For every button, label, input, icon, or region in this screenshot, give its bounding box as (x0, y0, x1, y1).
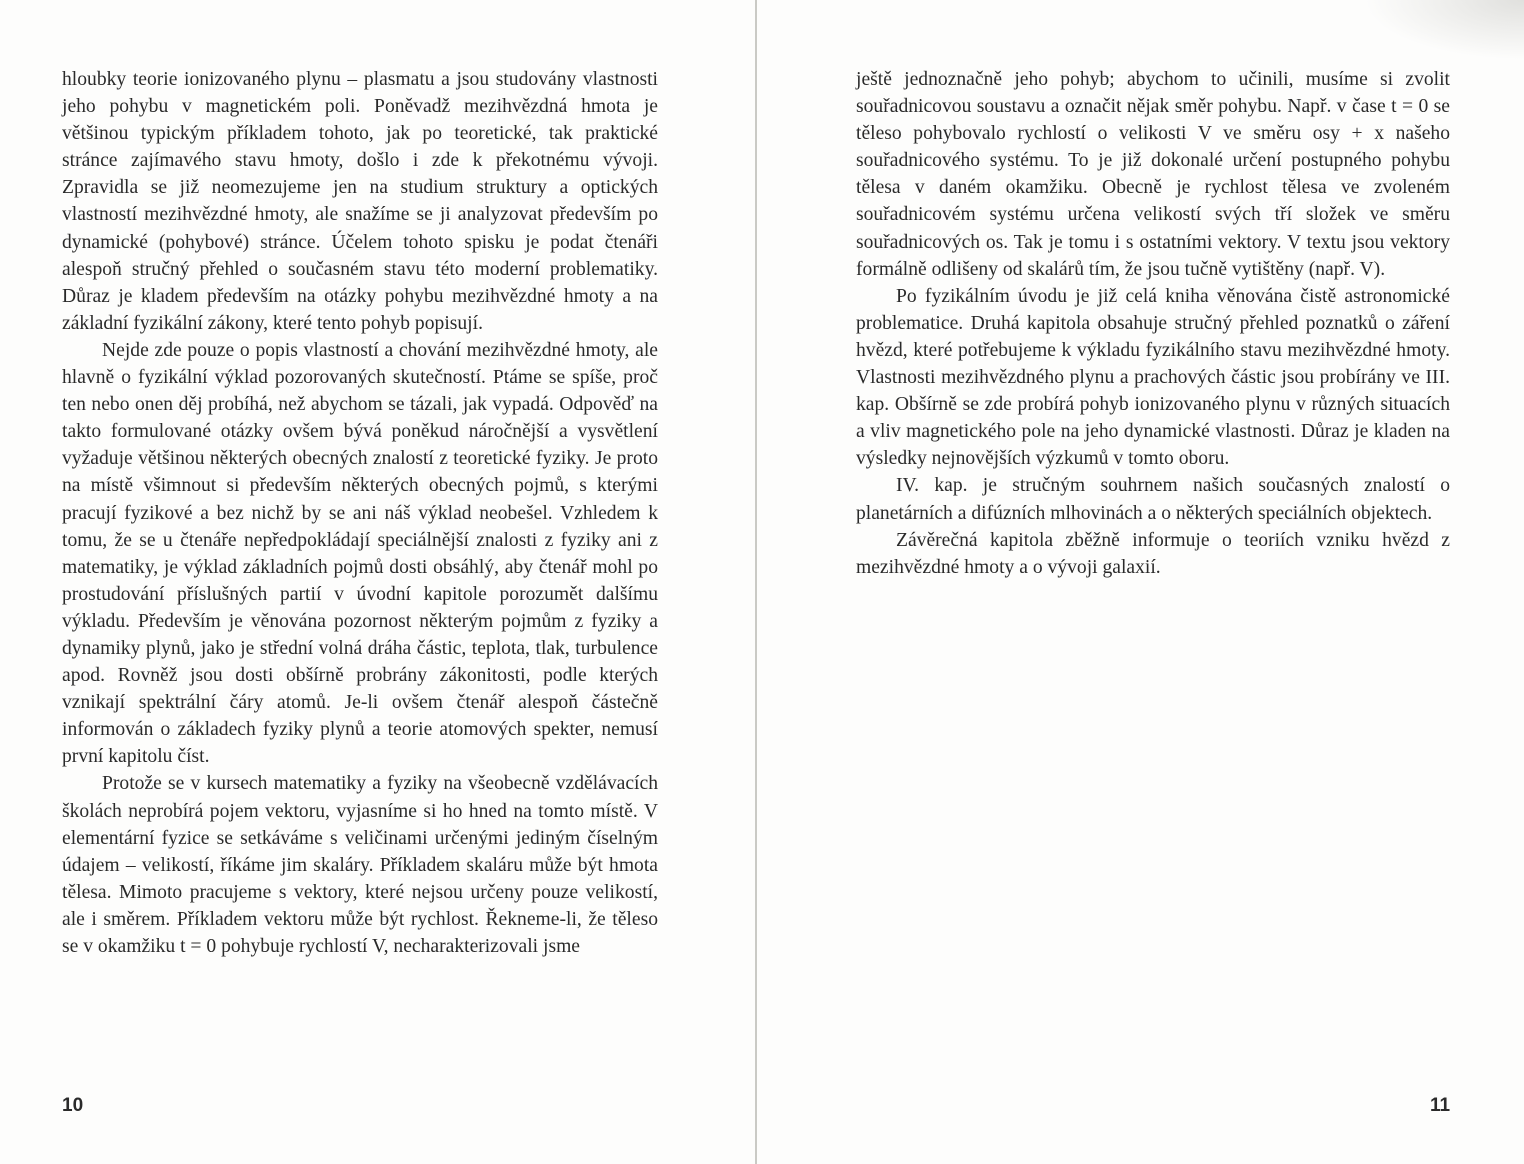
right-paragraph-3: IV. kap. je stručným souhrnem našich současných znalostí o planetárních a difúzních mlhovinách a o některých speciálních objektech. (856, 475, 1450, 524)
right-paragraph-2: Po fyzikálním úvodu je již celá kniha věnována čistě astronomické problematice. Druhá kapitola obsahuje stručný přehled poznatků o záření hvězd, které potřebujeme k výkladu fyzikálního stavu mezihvězdné hmoty. Vlastnosti mezihvězdného plynu a prachových částic jsou probírány ve III. kap. Obšírně se zde probírá pohyb ionizovaného plynu v různých situacích a vliv magnetického pole na jeho dynamické vlastnosti. Důraz je kladen na výsledky nejnovějších výzkumů v tomto oboru. (856, 285, 1450, 470)
page-number-right: 11 (1430, 1095, 1451, 1116)
right-paragraph-1: ještě jednoznačně jeho pohyb; abychom to učinili, musíme si zvolit souřadnicovou soustavu a označit nějak směr pohybu. Např. v čase t = 0 se těleso pohybovalo rychlostí o velikosti V ve směru osy + x našeho souřadnicového systému. To je již dokonalé určení postupného pohybu tělesa v daném okamžiku. Obecně je rychlost tělesa ve zvoleném souřadnicovém systému určena velikostí svých tří složek ve směru souřadnicových os. Tak je tomu i s ostatními vektory. V textu jsou vektory formálně odlišeny od skalárů tím, že jsou tučně vytištěny (např. V). (856, 69, 1450, 280)
page-number-left: 10 (62, 1095, 84, 1116)
book-gutter (755, 0, 757, 1164)
left-paragraph-3: Protože se v kursech matematiky a fyziky na všeobecně vzdělávacích školách neprobírá pojem vektoru, vyjasníme si ho hned na tomto místě. V elementární fyzice se setkáváme s veličinami určenými jediným číselným údajem – velikostí, říkáme jim skaláry. Příkladem skaláru může být hmota tělesa. Mimoto pracujeme s vektory, které nejsou určeny pouze velikostí, ale i směrem. Příkladem vektoru může být rychlost. Řekneme-li, že těleso se v okamžiku t = 0 pohybuje rychlostí V, necharakterizovali jsme (62, 773, 658, 957)
page-shadow (1364, 0, 1524, 60)
right-page (856, 66, 1450, 581)
right-paragraph-4: Závěrečná kapitola zběžně informuje o teoriích vzniku hvězd z mezihvězdné hmoty a o vývoji galaxií. (856, 529, 1450, 578)
left-paragraph-1: hloubky teorie ionizovaného plynu – plasmatu a jsou studovány vlastnosti jeho pohybu v magnetickém poli. Poněvadž mezihvězdná hmota je většinou typickým příkladem tohoto, jak po teoretické, tak praktické stránce zajímavého stavu hmoty, došlo i zde k překotnému vývoji. Zpravidla se již neomezujeme jen na studium struktury a optických vlastností mezihvězdné hmoty, ale snažíme se ji analyzovat především po dynamické (pohybové) stránce. Účelem tohoto spisku je podat čtenáři alespoň stručný přehled o současném stavu této moderní problematiky. Důraz je kladem především na otázky pohybu mezihvězdné hmoty a na základní fyzikální zákony, které tento pohyb popisují. (62, 69, 658, 334)
left-paragraph-2: Nejde zde pouze o popis vlastností a chování mezihvězdné hmoty, ale hlavně o fyzikální výklad pozorovaných skutečností. Ptáme se spíše, proč ten nebo onen děj probíhá, než abychom se tázali, jak vypadá. Odpověď na takto formulované otázky ovšem bývá poněkud náročnější a vysvětlení vyžaduje většinou některých obecných znalostí z teoretické fyziky. Je proto na místě všimnout si především některých obecných pojmů, s kterými pracují fyzikové a bez nichž by se ani náš výklad neobešel. Vzhledem k tomu, že se u čtenáře nepředpokládají speciálnější znalosti z fyziky ani z matematiky, je výklad základních pojmů dosti obsáhlý, aby čtenář mohl po prostudování příslušných partií v úvodní kapitole porozumět dalšímu výkladu. Především je věnována pozornost některým pojmům z fyziky a dynamiky plynů, jako je střední volná dráha částic, teplota, tlak, turbulence apod. Rovněž jsou dosti obšírně probrány zákonitosti, podle kterých vznikají spektrální čáry atomů. Je-li ovšem čtenář alespoň částečně informován o základech fyziky plynů a teorie atomových spekter, nemusí první kapitolu číst. (62, 339, 658, 768)
left-page (62, 66, 658, 960)
